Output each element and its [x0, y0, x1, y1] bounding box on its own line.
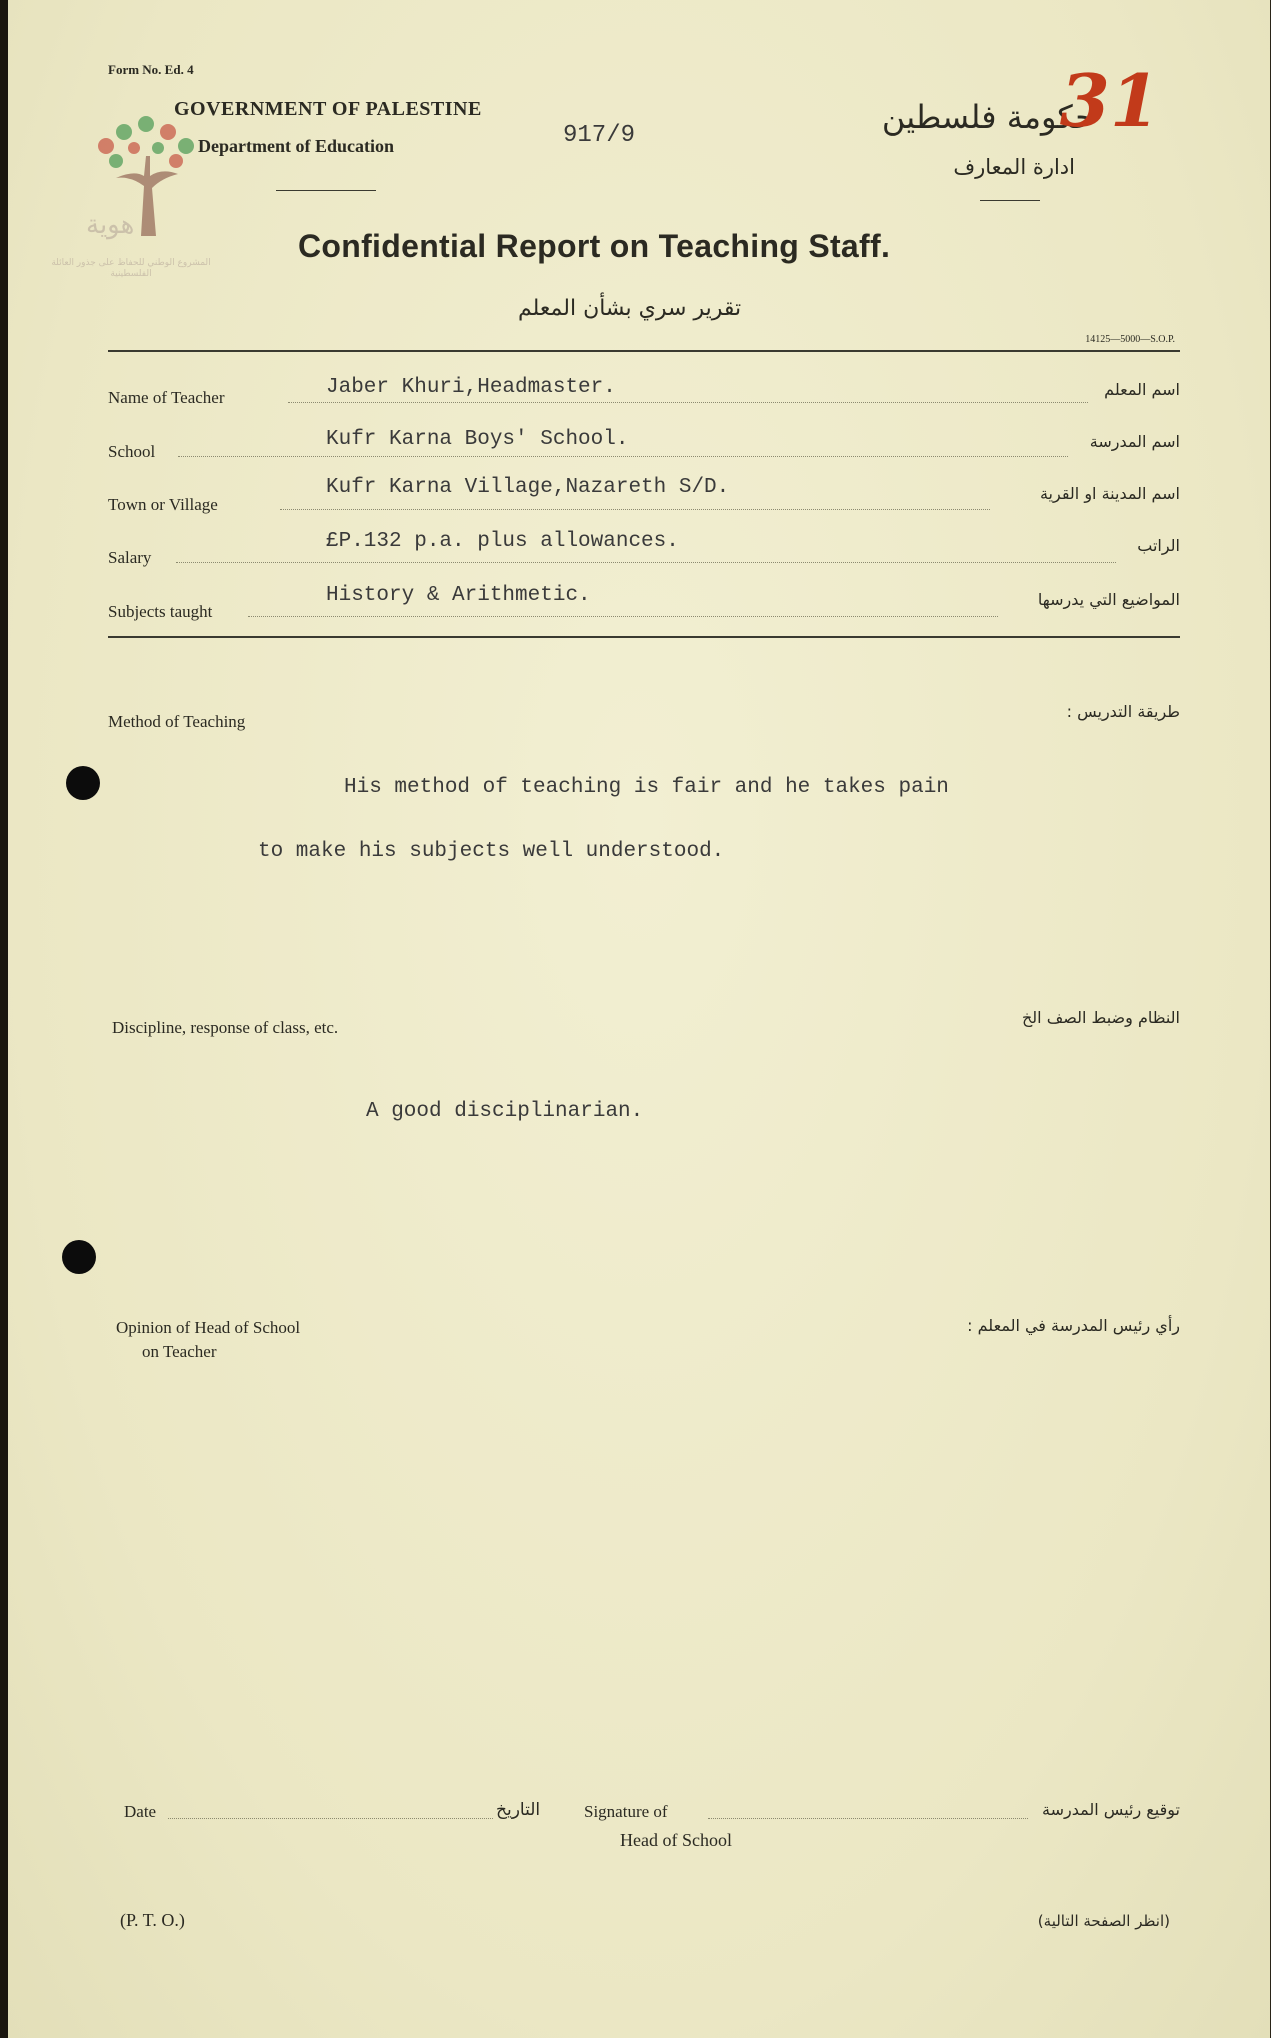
signature-ar-label: توقيع رئيس المدرسة — [1042, 1800, 1180, 1819]
method-text-line2: to make his subjects well understood. — [258, 840, 725, 863]
field-label-town: Town or Village — [108, 495, 218, 514]
field-line-town — [280, 509, 990, 510]
field-ar-label-town: اسم المدينة او القرية — [1039, 484, 1180, 503]
field-ar-label-name: اسم المعلم — [1104, 380, 1180, 399]
field-value-subjects: History & Arithmetic. — [326, 584, 591, 607]
field-line-salary — [176, 562, 1116, 563]
field-label-school: School — [108, 442, 156, 461]
print-code: 14125—5000—S.O.P. — [1085, 334, 1175, 345]
field-label-subjects: Subjects taught — [108, 602, 213, 621]
date-line — [168, 1818, 493, 1819]
field-label-salary: Salary — [108, 548, 152, 567]
watermark-arabic: هوية — [86, 210, 135, 240]
field-line-school — [178, 456, 1068, 457]
government-heading: GOVERNMENT OF PALESTINE — [174, 98, 482, 120]
file-number: 917/9 — [563, 122, 636, 149]
field-value-name: Jaber Khuri,Headmaster. — [326, 376, 616, 399]
date-label: Date — [124, 1802, 157, 1821]
arabic-department-heading: ادارة المعارف — [953, 155, 1075, 179]
field-ar-label-salary: الراتب — [1137, 536, 1180, 555]
scan-edge — [0, 0, 8, 2038]
punch-hole-bottom — [62, 1240, 96, 1274]
report-title: Confidential Report on Teaching Staff. — [298, 228, 891, 264]
pto-note: (P. T. O.) — [120, 1910, 185, 1930]
watermark-subtext: المشروع الوطني للحفاظ على جذور العائلة الفلسطينية — [51, 258, 211, 279]
header-rule-right — [980, 200, 1040, 201]
arabic-report-title: تقرير سري بشأن المعلم — [518, 296, 742, 321]
form-number: Form No. Ed. 4 — [108, 62, 194, 77]
opinion-label-line1: Opinion of Head of School — [116, 1318, 301, 1337]
field-label-name: Name of Teacher — [108, 388, 225, 407]
method-label: Method of Teaching — [108, 712, 246, 731]
field-value-town: Kufr Karna Village,Nazareth S/D. — [326, 476, 730, 499]
document-page — [8, 0, 1270, 2038]
method-ar-label: طريقة التدريس : — [1066, 702, 1180, 721]
arabic-government-heading: حكومة فلسطين — [881, 98, 1095, 136]
method-text-line1: His method of teaching is fair and he takes pain — [344, 776, 949, 799]
opinion-ar-label: رأي رئيس المدرسة في المعلم : — [967, 1316, 1180, 1335]
department-heading: Department of Education — [198, 136, 394, 156]
field-value-salary: £P.132 p.a. plus allowances. — [326, 530, 679, 553]
date-ar-label: التاريخ — [496, 1800, 541, 1820]
discipline-label: Discipline, response of class, etc. — [112, 1018, 339, 1037]
signature-label: Signature of — [584, 1802, 668, 1821]
signature-sub-label: Head of School — [620, 1830, 732, 1850]
field-line-name — [288, 402, 1088, 403]
fields-bottom-rule — [108, 636, 1180, 638]
pto-ar-note: (انظر الصفحة التالية) — [1037, 1912, 1170, 1930]
field-value-school: Kufr Karna Boys' School. — [326, 428, 629, 451]
discipline-text: A good disciplinarian. — [366, 1100, 644, 1123]
header-rule-left — [276, 190, 376, 191]
signature-line — [708, 1818, 1028, 1819]
field-ar-label-school: اسم المدرسة — [1089, 432, 1180, 451]
field-ar-label-subjects: المواضيع التي يدرسها — [1037, 590, 1180, 609]
opinion-label-line2: on Teacher — [142, 1342, 217, 1361]
punch-hole-top — [66, 766, 100, 800]
discipline-ar-label: النظام وضبط الصف الخ — [1021, 1008, 1180, 1027]
handwritten-page-number: 31 — [1059, 58, 1160, 143]
fields-top-rule — [108, 350, 1180, 352]
field-line-subjects — [248, 616, 998, 617]
